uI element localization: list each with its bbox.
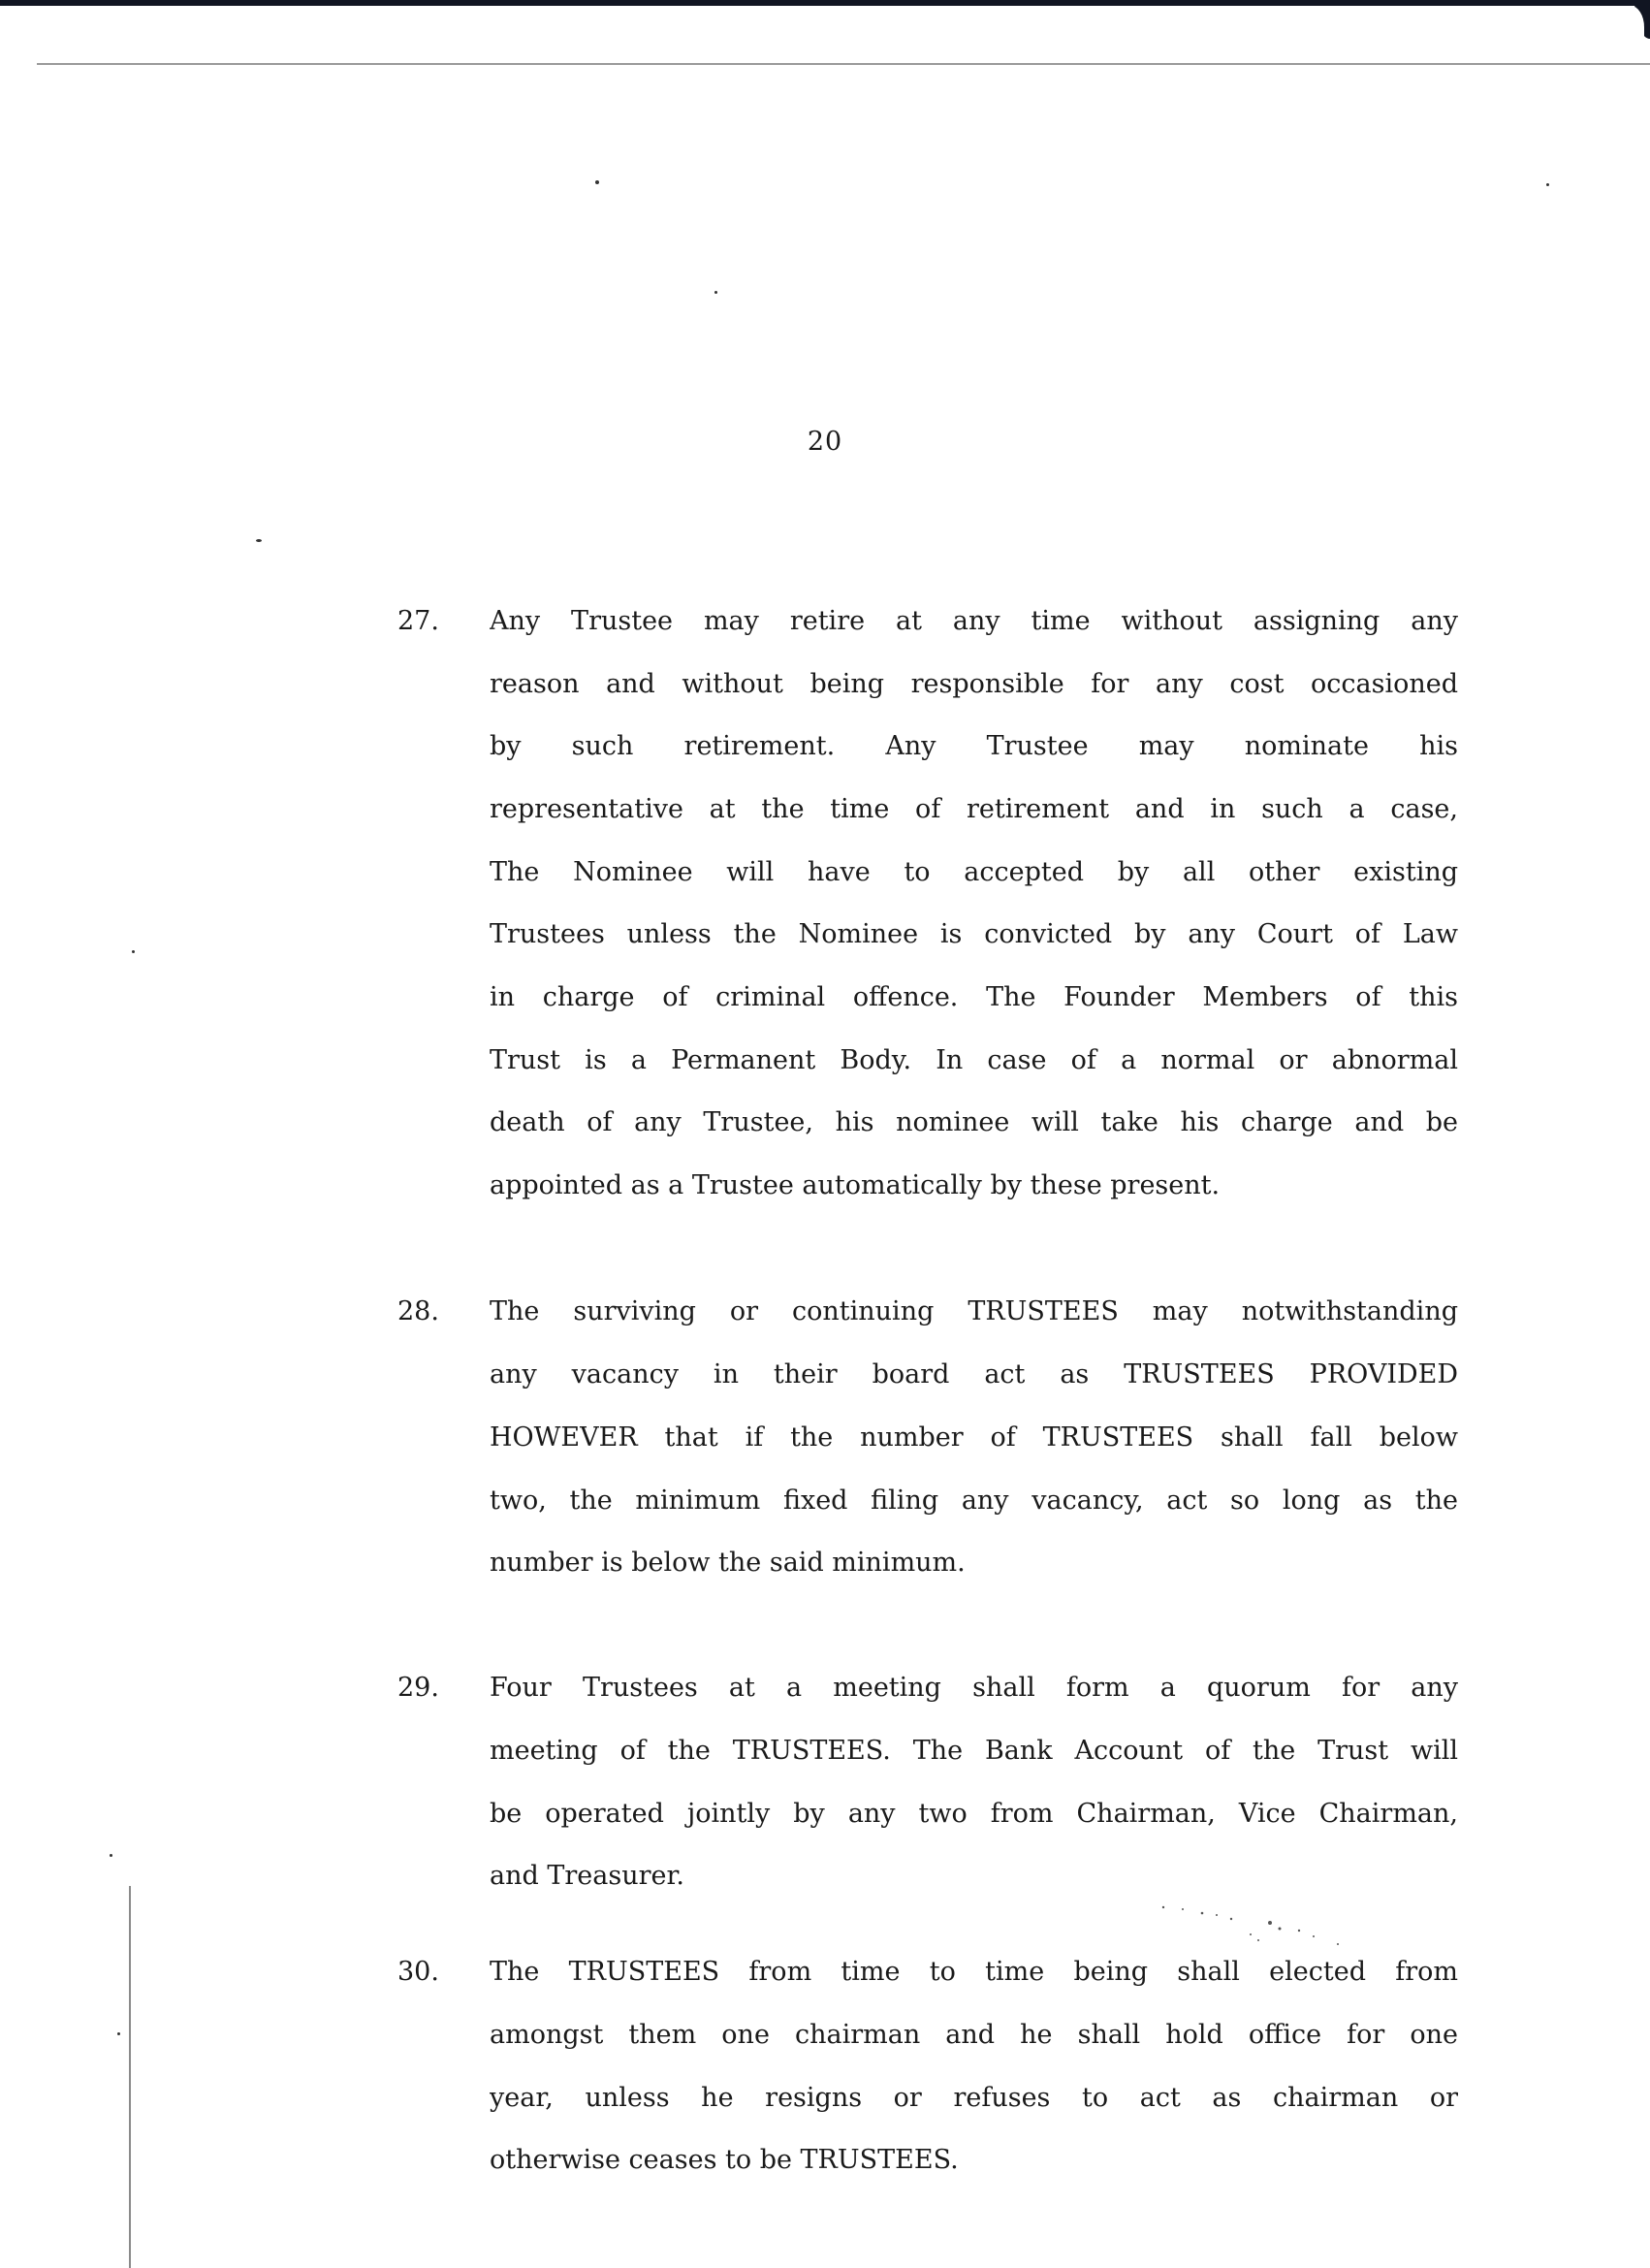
clause-line: any vacancy in their board act as TRUSTEES PROVIDED [490,1359,1458,1390]
scan-speck [117,2032,120,2035]
clause-line: HOWEVER that if the number of TRUSTEES shall fall below [490,1422,1458,1453]
clause-number: 27. [397,606,439,636]
clause-number: 29. [397,1673,439,1703]
clause-line: meeting of the TRUSTEES. The Bank Account of the Trust will [490,1736,1458,1766]
margin-line [129,1886,131,2268]
scan-top-border [0,0,1650,6]
stamp-ink-marks [1144,1896,1377,1954]
clause-line: year, unless he resigns or refuses to act as chairman or [490,2083,1458,2113]
clause-line: otherwise ceases to be TRUSTEES. [490,2145,959,2175]
clause-line: Trustees unless the Nominee is convicted by any Court of Law [490,919,1458,949]
scan-speck [595,180,599,184]
scan-corner [1634,0,1650,39]
clause-line: Four Trustees at a meeting shall form a quorum for any [490,1673,1458,1703]
scan-speck [714,291,717,294]
clause-line: be operated jointly by any two from Chairman, Vice Chairman, [490,1799,1458,1829]
clause-line: Any Trustee may retire at any time without assigning any [490,606,1458,636]
page-number: 20 [807,427,843,457]
clause-line: The TRUSTEES from time to time being shall elected from [490,1957,1458,1987]
scan-speck [256,539,262,542]
scan-speck [132,950,135,953]
scan-speck [1546,183,1549,186]
clause-line: amongst them one chairman and he shall hold office for one [490,2020,1458,2050]
clause-line: The Nominee will have to accepted by all other existing [490,857,1458,887]
clause-line: two, the minimum fixed filing any vacancy, act so long as the [490,1485,1458,1516]
clause-line: by such retirement. Any Trustee may nominate his [490,731,1458,761]
header-rule [37,63,1650,65]
clause-number: 30. [397,1957,439,1987]
clause-line: appointed as a Trustee automatically by these present. [490,1170,1221,1200]
clause-line: Trust is a Permanent Body. In case of a normal or abnormal [490,1045,1458,1075]
clause-line: The surviving or continuing TRUSTEES may notwithstanding [490,1296,1458,1326]
clause-line: in charge of criminal offence. The Founder Members of this [490,982,1458,1012]
clause-number: 28. [397,1296,439,1326]
clause-line: death of any Trustee, his nominee will take his charge and be [490,1107,1458,1137]
clause-line: number is below the said minimum. [490,1548,966,1578]
clause-line: representative at the time of retirement and in such a case, [490,794,1458,824]
scan-corner-inner [1631,6,1644,45]
clause-line: reason and without being responsible for any cost occasioned [490,669,1458,699]
clause-line: and Treasurer. [490,1861,684,1891]
scan-speck [110,1854,112,1857]
